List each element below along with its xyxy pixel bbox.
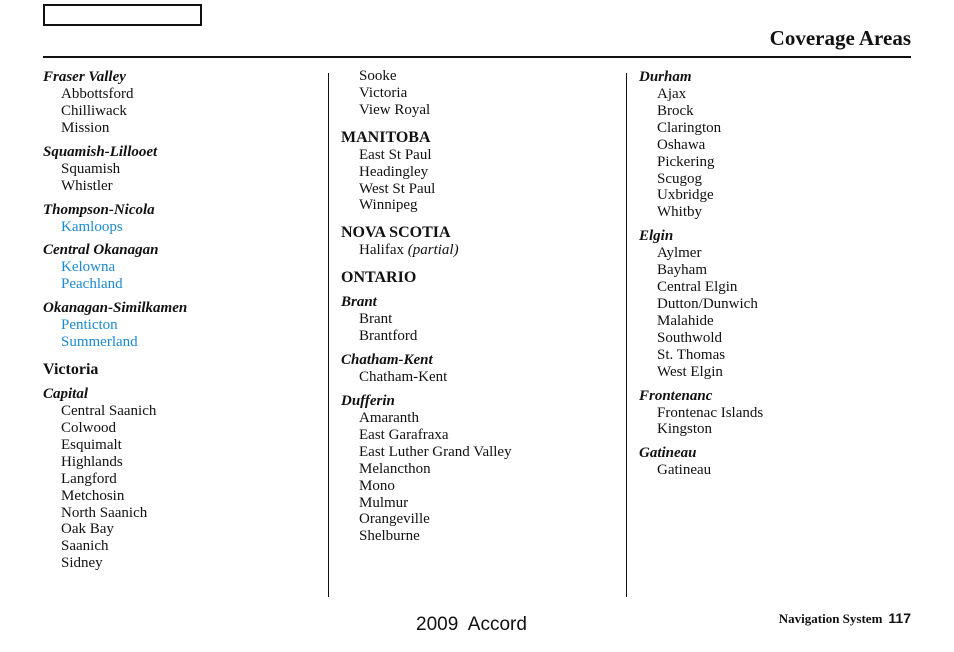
city-item: Central Elgin: [657, 279, 738, 296]
column-divider-2: [626, 73, 627, 597]
city-item: Chatham-Kent: [359, 369, 448, 386]
region-heading-chatham-kent: Chatham-Kent: [341, 352, 433, 369]
region-heading-brant: Brant: [341, 294, 377, 311]
city-item: Brock: [657, 102, 694, 119]
city-item: Mulmur: [359, 494, 409, 511]
region-heading-gatineau: Gatineau: [639, 445, 697, 462]
city-item: Esquimalt: [61, 436, 122, 453]
city-item: Whistler: [61, 177, 113, 194]
region-heading-thompson-nicola: Thompson-Nicola: [43, 201, 155, 218]
city-item: Southwold: [657, 329, 723, 346]
city-item: Scugog: [657, 170, 702, 187]
city-item: Frontenac Islands: [657, 404, 764, 421]
footer-section-name: Navigation System: [778, 611, 883, 626]
city-item: Sidney: [61, 555, 103, 572]
city-link-penticton[interactable]: Penticton: [61, 317, 118, 334]
city-item: Highlands: [61, 453, 123, 470]
city-item: View Royal: [359, 101, 431, 118]
city-item: Metchosin: [61, 487, 125, 504]
city-item: Abbottsford: [61, 86, 134, 102]
city-item: Aylmer: [657, 245, 702, 262]
region-heading-dufferin: Dufferin: [341, 392, 395, 409]
city-item: Mission: [61, 119, 110, 136]
province-heading-victoria: Victoria: [43, 361, 99, 379]
column-2: [341, 68, 621, 545]
city-item: Sooke: [359, 68, 397, 84]
city-item: West Elgin: [657, 363, 723, 380]
page-number: 117: [888, 610, 911, 626]
city-item: Brantford: [359, 328, 418, 345]
partial-note: (partial): [407, 242, 459, 259]
province-heading-nova-scotia: NOVA SCOTIA: [341, 224, 451, 242]
city-item: Colwood: [61, 419, 117, 436]
city-item: Melancthon: [359, 460, 431, 477]
city-item: Kingston: [657, 421, 713, 438]
city-item: Pickering: [657, 153, 715, 170]
city-item: Winnipeg: [359, 197, 418, 214]
city-item: Mono: [359, 477, 395, 494]
city-item: Chilliwack: [61, 102, 127, 119]
region-heading-central-okanagan: Central Okanagan: [43, 242, 159, 259]
city-item: Central Saanich: [61, 403, 157, 420]
city-link-peachland[interactable]: Peachland: [61, 276, 123, 293]
city-item: North Saanich: [61, 504, 148, 521]
column-1: [43, 68, 323, 572]
city-item: East St Paul: [359, 146, 432, 163]
city-item: Malahide: [657, 312, 714, 329]
city-item: Victoria: [359, 84, 408, 101]
region-heading-okanagan-similkamen: Okanagan-Similkamen: [43, 300, 188, 317]
city-item: Headingley: [359, 163, 429, 180]
city-item: Ajax: [657, 86, 687, 102]
city-item: East Garafraxa: [359, 426, 449, 443]
header-tab-box: [43, 4, 202, 26]
city-item: Orangeville: [359, 511, 430, 528]
city-item: Clarington: [657, 119, 722, 136]
city-item: St. Thomas: [657, 346, 726, 363]
city-item: Oshawa: [657, 136, 706, 153]
city-item: Uxbridge: [657, 187, 714, 204]
city-item: Whitby: [657, 204, 702, 221]
province-heading-manitoba: MANITOBA: [341, 128, 431, 146]
city-item: Saanich: [61, 538, 109, 555]
region-heading-elgin: Elgin: [639, 228, 674, 245]
city-item: Bayham: [657, 262, 707, 279]
footer-section-label: [779, 610, 911, 627]
column-divider-1: [328, 73, 329, 597]
city-name: Halifax: [359, 242, 404, 259]
region-heading-fraser-valley: Fraser Valley: [43, 69, 126, 85]
footer-model-label: 2009 Accord: [416, 614, 527, 635]
city-item: East Luther Grand Valley: [359, 443, 512, 460]
region-heading-frontenanc: Frontenanc: [639, 387, 713, 404]
city-link-kamloops[interactable]: Kamloops: [61, 218, 123, 235]
city-item: Shelburne: [359, 528, 420, 545]
city-item: Oak Bay: [61, 521, 114, 538]
city-link-summerland[interactable]: Summerland: [61, 334, 138, 351]
city-item: Squamish: [61, 160, 121, 177]
city-item: Amaranth: [359, 409, 419, 426]
region-heading-squamish-lillooet: Squamish-Lillooet: [43, 143, 158, 160]
city-item: [341, 242, 621, 259]
region-heading-capital: Capital: [43, 386, 89, 403]
region-heading-durham: Durham: [639, 69, 692, 85]
province-heading-ontario: ONTARIO: [341, 269, 417, 287]
city-item: Dutton/Dunwich: [657, 295, 758, 312]
page-title: Coverage Areas: [769, 26, 911, 50]
title-rule: [43, 56, 911, 58]
column-3: [639, 68, 909, 479]
city-item: Brant: [359, 311, 393, 328]
city-link-kelowna[interactable]: Kelowna: [61, 259, 116, 276]
city-item: Langford: [61, 470, 117, 487]
city-item: West St Paul: [359, 180, 436, 197]
city-item: Gatineau: [657, 462, 712, 479]
